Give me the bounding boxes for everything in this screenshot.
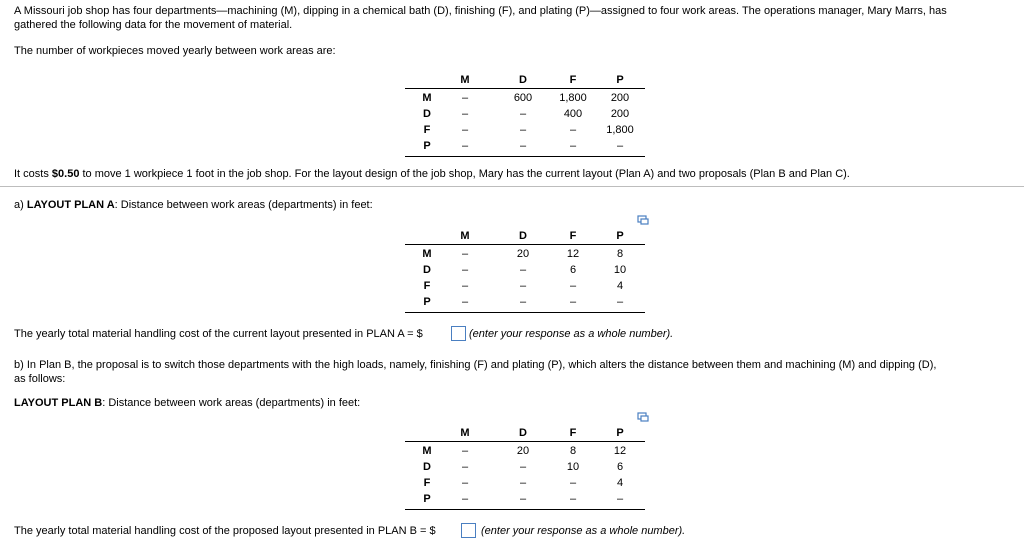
plan-b-suffix: : Distance between work areas (departments) in feet: xyxy=(102,397,361,409)
matrix-cell: – xyxy=(461,461,469,473)
matrix-cell: 8 xyxy=(569,445,577,457)
row-label: D xyxy=(423,264,431,276)
matrix-cell: – xyxy=(616,493,624,505)
plan-a-answer-input[interactable] xyxy=(451,326,466,341)
column-header: M xyxy=(460,74,470,86)
column-header: P xyxy=(616,74,624,86)
plan-b-intro-line-2: as follows: xyxy=(14,373,66,385)
header-rule xyxy=(405,244,645,245)
header-rule xyxy=(405,441,645,442)
matrix-cell: – xyxy=(519,296,527,308)
plan-a-title: LAYOUT PLAN A xyxy=(26,199,115,211)
copy-to-clipboard-icon[interactable] xyxy=(637,412,649,422)
matrix-cell: 400 xyxy=(563,108,583,120)
matrix-cell: 6 xyxy=(616,461,624,473)
intro-line-2: gathered the following data for the movement of material. xyxy=(14,19,293,31)
matrix-cell: – xyxy=(519,124,527,136)
row-label: D xyxy=(423,108,431,120)
matrix-cell: – xyxy=(616,140,624,152)
column-header: D xyxy=(519,427,527,439)
matrix-cell: – xyxy=(461,296,469,308)
footer-rule xyxy=(405,509,645,510)
matrix-cell: – xyxy=(569,477,577,489)
column-header: F xyxy=(569,74,577,86)
row-label: F xyxy=(423,124,431,136)
matrix-cell: – xyxy=(569,280,577,292)
flow-matrix xyxy=(405,72,645,158)
row-label: M xyxy=(422,445,432,457)
plan-b-intro-line-1: b) In Plan B, the proposal is to switch those departments with the high loads, namely, finishing (F) and plating (P), which alters the distance between them and machining (M) and dipping (D), xyxy=(14,359,937,371)
matrix-cell: – xyxy=(569,124,577,136)
column-header: P xyxy=(616,230,624,242)
plan-a-prefix: a) xyxy=(14,199,27,211)
matrix-cell: – xyxy=(569,140,577,152)
matrix-cell: – xyxy=(519,477,527,489)
intro-line-1: A Missouri job shop has four departments—machining (M), dipping in a chemical bath (D), finishing (F), and plating (P)—assigned to four work areas. The operations manager, Mary Marrs, has xyxy=(14,5,947,17)
copy-to-clipboard-icon[interactable] xyxy=(637,215,649,225)
matrix-cell: – xyxy=(519,108,527,120)
cost-note xyxy=(14,167,850,181)
matrix-cell: – xyxy=(461,280,469,292)
matrix-cell: – xyxy=(569,296,577,308)
cost-note-pre: It costs xyxy=(14,168,52,180)
matrix-cell: 8 xyxy=(616,248,624,260)
matrix-cell: 1,800 xyxy=(606,124,634,136)
matrix-cell: 1,800 xyxy=(559,92,587,104)
plan-a-hint: (enter your response as a whole number). xyxy=(469,328,674,340)
matrix-cell: 4 xyxy=(616,280,624,292)
column-header: D xyxy=(519,230,527,242)
column-header: D xyxy=(519,74,527,86)
matrix-cell: – xyxy=(461,92,469,104)
matrix-cell: – xyxy=(519,461,527,473)
matrix-cell: 4 xyxy=(616,477,624,489)
plan-a-question: The yearly total material handling cost of the current layout presented in PLAN A = $ xyxy=(14,328,423,340)
column-header: F xyxy=(569,427,577,439)
footer-rule xyxy=(405,156,645,157)
row-label: F xyxy=(423,477,431,489)
matrix-cell: 6 xyxy=(569,264,577,276)
matrix-cell: – xyxy=(461,264,469,276)
column-header: M xyxy=(460,230,470,242)
header-rule xyxy=(405,88,645,89)
matrix-cell: 10 xyxy=(613,264,627,276)
matrix-cell: – xyxy=(461,140,469,152)
plan-b-heading xyxy=(14,396,360,410)
matrix-cell: – xyxy=(519,280,527,292)
footer-rule xyxy=(405,312,645,313)
matrix-cell: – xyxy=(569,493,577,505)
matrix-cell: 200 xyxy=(610,92,630,104)
matrix-cell: – xyxy=(461,493,469,505)
matrix-cell: 600 xyxy=(513,92,533,104)
row-label: P xyxy=(423,296,431,308)
column-header: M xyxy=(460,427,470,439)
column-header: F xyxy=(569,230,577,242)
matrix-cell: – xyxy=(616,296,624,308)
matrix-cell: 200 xyxy=(610,108,630,120)
plan-b-answer-input[interactable] xyxy=(461,523,476,538)
flow-table-caption: The number of workpieces moved yearly between work areas are: xyxy=(14,45,336,57)
matrix-cell: – xyxy=(461,124,469,136)
row-label: P xyxy=(423,493,431,505)
row-label: P xyxy=(423,140,431,152)
matrix-cell: – xyxy=(461,108,469,120)
matrix-cell: 20 xyxy=(516,445,530,457)
column-header: P xyxy=(616,427,624,439)
matrix-cell: 12 xyxy=(613,445,627,457)
plan-b-title: LAYOUT PLAN B xyxy=(14,397,103,409)
row-label: D xyxy=(423,461,431,473)
matrix-cell: – xyxy=(461,445,469,457)
plan-a-suffix: : Distance between work areas (departments) in feet: xyxy=(114,199,373,211)
matrix-cell: 12 xyxy=(566,248,580,260)
plan-b-distance-matrix xyxy=(405,425,645,511)
matrix-cell: 20 xyxy=(516,248,530,260)
plan-b-question: The yearly total material handling cost of the proposed layout presented in PLAN B = $ xyxy=(14,525,436,537)
plan-b-intro xyxy=(14,358,1019,386)
section-divider xyxy=(0,186,1024,187)
problem-intro xyxy=(14,4,1019,32)
matrix-cell: – xyxy=(519,264,527,276)
row-label: F xyxy=(423,280,431,292)
cost-amount: $0.50 xyxy=(51,168,80,180)
matrix-cell: – xyxy=(461,248,469,260)
matrix-cell: – xyxy=(461,477,469,489)
plan-a-heading xyxy=(14,198,373,212)
matrix-cell: – xyxy=(519,140,527,152)
matrix-cell: 10 xyxy=(566,461,580,473)
row-label: M xyxy=(422,248,432,260)
row-label: M xyxy=(422,92,432,104)
matrix-cell: – xyxy=(519,493,527,505)
plan-a-distance-matrix xyxy=(405,228,645,314)
cost-note-post: to move 1 workpiece 1 foot in the job shop. For the layout design of the job shop, Mary has the current layout (Plan A) and two proposals (Plan B and Plan C). xyxy=(79,168,850,180)
plan-b-hint: (enter your response as a whole number). xyxy=(481,525,686,537)
